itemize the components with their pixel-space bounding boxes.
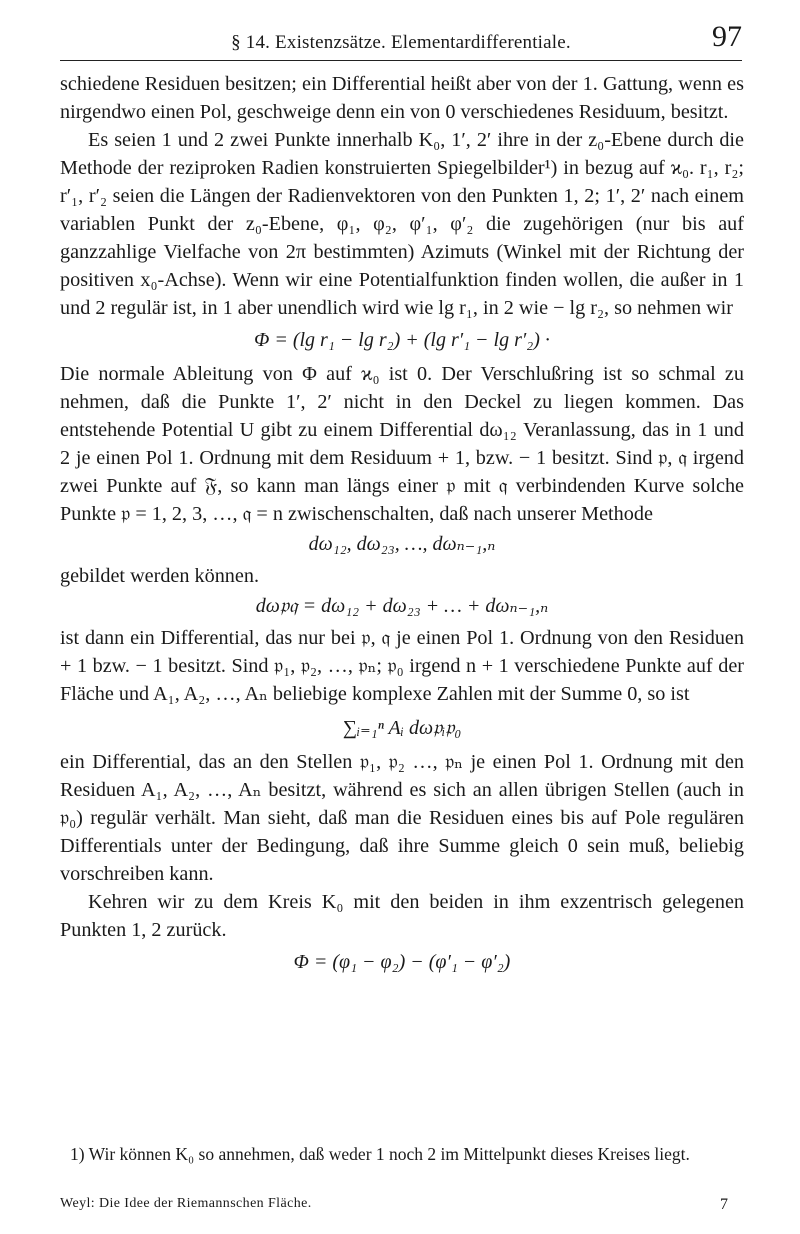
signature-sheet-number: 7 (720, 1196, 728, 1213)
equation-phi-angle: Φ = (φ₁ − φ₂) − (φ′₁ − φ′₂) (293, 951, 511, 973)
paragraph-4: gebildet werden können. (60, 565, 260, 587)
equation-phi-log: Φ = (lg r₁ − lg r₂) + (lg r′₁ − lg r′₂) · (254, 329, 550, 351)
paragraph-5: ist dann ein Differential, das nur bei 𝔭, 𝔮 je einen Pol 1. Ordnung von den Residuen + 1 bzw. − 1 besitzt. Sind 𝔭₁, 𝔭₂, …, 𝔭ₙ; 𝔭₀ irgend n + 1 verschiedene Punkte auf der Fläche und A₁, A₂, …, Aₙ beliebige komplexe Zahlen mit der Summe 0, so ist (60, 627, 744, 705)
equation-residue-sum: ∑ᵢ₌₁ⁿ Aᵢ dω𝔭ᵢ𝔭₀ (342, 717, 462, 739)
footnote (60, 1142, 744, 1166)
paragraph-6: ein Differential, das an den Stellen 𝔭₁, 𝔭₂ …, 𝔭ₙ je einen Pol 1. Ordnung mit den Residuen A₁, A₂, …, Aₙ besitzt, während es sich an allen übrigen Stellen (auch in 𝔭₀) regulär verhält. Man sieht, daß man die Residuen eines bis auf Pole regulären Differentials unter der Bedingung, daß ihre Summe gleich 0 sein muß, beliebig vorschreiben kann. (60, 751, 744, 885)
section-title: § 14. Existenzsätze. Elementardifferentiale. (231, 32, 571, 53)
paragraph-3: Die normale Ableitung von Φ auf ϰ₀ ist 0. Der Verschlußring ist so schmal zu nehmen, daß die Punkte 1′, 2′ nicht in den Deckel zu liegen kommen. Das entstehende Potential U gibt zu einem Differential dω₁₂ Veranlassung, das in 1 und 2 je einen Pol 1. Ordnung mit dem Residuum + 1, bzw. − 1 besitzt. Sind 𝔭, 𝔮 irgend zwei Punkte auf 𝔉, so kann man längs einer 𝔭 mit 𝔮 verbindenden Kurve solche Punkte 𝔭 = 1, 2, 3, …, 𝔮 = n zwischenschalten, daß nach unserer Methode (60, 363, 744, 525)
equation-omega-chain: dω₁₂, dω₂₃, …, dωₙ₋₁,ₙ (308, 533, 496, 555)
paragraph-7: Kehren wir zu dem Kreis K₀ mit den beiden in ihm exzentrisch gelegenen Punkten 1, 2 zurück. (60, 891, 744, 941)
page-number: 97 (712, 20, 742, 53)
main-text (60, 70, 744, 982)
equation-omega-sum: dω𝔭𝔮 = dω₁₂ + dω₂₃ + … + dωₙ₋₁,ₙ (255, 595, 549, 617)
signature-line (60, 1196, 744, 1212)
footnote-text: 1) Wir können K₀ so annehmen, daß weder 1 noch 2 im Mittelpunkt dieses Kreises liegt. (70, 1144, 690, 1164)
paragraph-1: schiedene Residuen besitzen; ein Differential heißt aber von der 1. Gattung, wenn es nirgendwo einen Pol, geschweige denn ein von 0 verschiedenes Residuum, besitzt. (60, 73, 744, 123)
paragraph-2: Es seien 1 und 2 zwei Punkte innerhalb K₀, 1′, 2′ ihre in der z₀-Ebene durch die Methode der reziproken Radien konstruierten Spiegelbilder¹) in bezug auf ϰ₀. r₁, r₂; r′₁, r′₂ seien die Längen der Radienvektoren von den Punkten 1, 2; 1′, 2′ nach einem variablen Punkt der z₀-Ebene, φ₁, φ₂, φ′₁, φ′₂ die zugehörigen (nur bis auf ganzzahlige Vielfache von 2π bestimmten) Azimuts (Winkel mit der Richtung der positiven x₀-Achse). Wenn wir eine Potentialfunktion finden wollen, die außer in 1 und 2 regulär ist, in 1 aber unendlich wird wie lg r₁, in 2 wie − lg r₂, so nehmen wir (60, 129, 744, 319)
signature-text: Weyl: Die Idee der Riemannschen Fläche. (60, 1196, 312, 1211)
running-header (60, 16, 742, 61)
